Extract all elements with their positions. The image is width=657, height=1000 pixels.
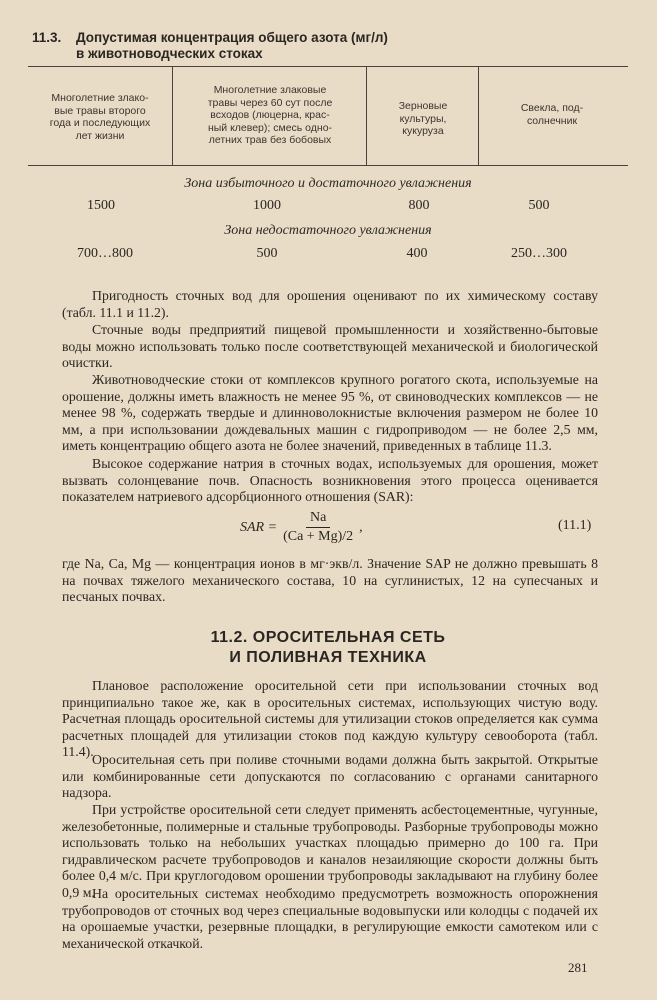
formula-lhs: SAR =: [240, 519, 278, 535]
table-title-line2: в животноводческих стоках: [76, 46, 263, 61]
formula-numerator: Na: [306, 510, 330, 528]
table-header-col2: Многолетние злаковые травы через 60 сут после всходов (люцерна, крас- ный клевер); смесь одно- летних трав без бобовых: [207, 84, 333, 146]
table-column-divider: [366, 67, 367, 165]
table-column-divider: [478, 67, 479, 165]
table-column-divider: [172, 67, 173, 165]
zone-heading-humid: Зона избыточного и достаточного увлажнения: [184, 176, 472, 191]
paragraph: Животноводческие стоки от комплексов крупного рогатого скота, используемые на орошение, должны иметь влажность не менее 95 %, от свиноводческих комплексов — не менее 98 %, содержать твердые и длинноволокнистые включения размером не более 10 мм, а при использовании дождевальных машин с гидроприводом — не более 2,5 мм, иметь концентрацию общего азота не более значений, приведенных в таблице 11.3.: [62, 372, 598, 454]
table-cell: 800: [408, 198, 430, 213]
section-heading: [28, 628, 628, 668]
table-cell: 1500: [87, 198, 115, 213]
paragraph: При устройстве оросительной сети следует применять асбестоцементные, чугунные, железобетонные, полимерные и стальные трубопроводы. Разборные трубопроводы можно использовать только на небольших участках площадью примерно до 100 га. При гидравлическом расчете трубопроводов и каналов незаиляющие скорости должны быть более 0,4 м/с. При круглогодовом орошении трубопроводы закладывают на глубину более 0,9 м.: [62, 802, 598, 900]
paragraph: Высокое содержание натрия в сточных водах, используемых для орошения, может вызвать солонцевание почв. Опасность возникновения этого процесса оценивается показателем натриевого адсорбционного отношения (SAR):: [62, 456, 598, 505]
page-number: 281: [568, 960, 588, 975]
table-header-rule: [28, 165, 628, 166]
table-header-col3: Зерновые культуры, кукуруза: [398, 100, 448, 137]
formula-tail: ,: [359, 519, 363, 535]
zone-heading-arid: Зона недостаточного увлажнения: [224, 223, 432, 238]
section-heading-line2: И ПОЛИВНАЯ ТЕХНИКА: [229, 649, 427, 666]
paragraph: На оросительных системах необходимо предусмотреть возможность опорожнения трубопроводов от сточных вод через специальные водовыпуски или колодцы с подачей их на орошаемые участки, резервные площадки, в регулирующие емкости самотеком или с механической откачкой.: [62, 886, 598, 951]
table-cell: 1000: [253, 198, 281, 213]
table-title-line1: Допустимая концентрация общего азота (мг/л): [76, 30, 388, 45]
table-cell: 400: [406, 246, 428, 261]
section-heading-line1: 11.2. ОРОСИТЕЛЬНАЯ СЕТЬ: [210, 629, 446, 646]
paragraph: Сточные воды предприятий пищевой промышленности и хозяйственно-бытовые воды можно использовать только после соответствующей механической и биологической очистки.: [62, 322, 598, 371]
table-cell: 700…800: [77, 246, 133, 261]
table-cell: 250…300: [511, 246, 567, 261]
table-cell: 500: [528, 198, 550, 213]
formula-denominator: (Ca + Mg)/2: [283, 529, 354, 544]
equation-number: (11.1): [558, 518, 592, 533]
table-header-col4: Свекла, под- солнечник: [520, 102, 584, 127]
paragraph: Плановое расположение оросительной сети при использовании сточных вод принципиально такое же, как в оросительных системах, использующих чистую воду. Расчетная площадь оросительной системы для утилизации стоков определяется как сумма расчетных площадей для утилизации стоков под каждую культуру севооборота (табл. 11.4).: [62, 678, 598, 760]
table-caption: [32, 30, 622, 62]
table-top-rule: [28, 66, 628, 67]
sar-formula: [240, 510, 363, 545]
formula-fraction: [279, 510, 357, 545]
table-header-col1: Многолетние злако- вые травы второго года и последующих лет жизни: [49, 92, 151, 142]
paragraph: где Na, Ca, Mg — концентрация ионов в мг·экв/л. Значение SAP не должно превышать 8 на почвах тяжелого механического состава, 10 на суглинистых, 12 на супесчаных и песчаных почвах.: [62, 556, 598, 605]
table-cell: 500: [256, 246, 278, 261]
paragraph: Пригодность сточных вод для орошения оценивают по их химическому составу (табл. 11.1 и 11.2).: [62, 288, 598, 320]
paragraph: Оросительная сеть при поливе сточными водами должна быть закрытой. Открытые или комбинированные сети допускаются по согласованию с органами санитарного надзора.: [62, 752, 598, 801]
table-number: 11.3.: [32, 30, 62, 45]
